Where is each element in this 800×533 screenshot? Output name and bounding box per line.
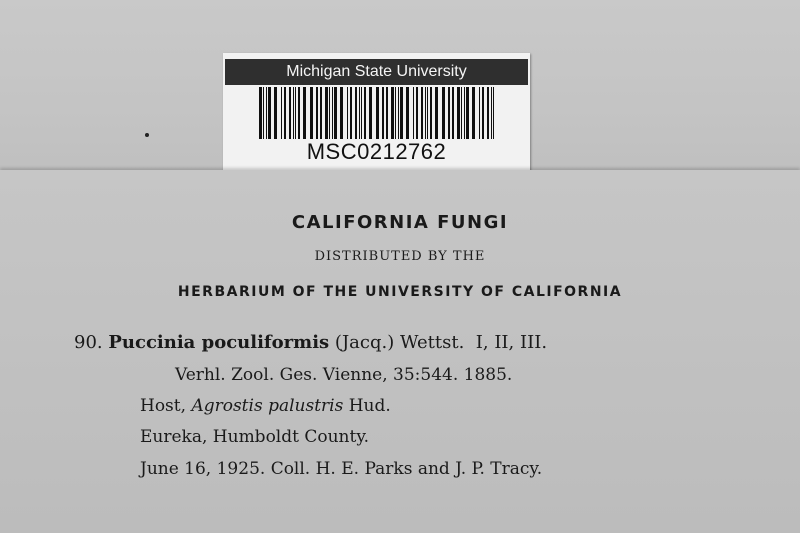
barcode-label xyxy=(223,53,530,171)
distributed-by: DISTRIBUTED BY THE xyxy=(314,249,486,264)
host-species: Agrostis palustris xyxy=(191,396,344,416)
institution-name: Michigan State University xyxy=(225,59,528,85)
host-prefix: Host, xyxy=(140,396,187,416)
host-line xyxy=(140,396,391,416)
collection-info: June 16, 1925. Coll. H. E. Parks and J. P. Tracy. xyxy=(140,459,543,479)
species-authority: (Jacq.) Wettst. xyxy=(334,332,465,353)
species-name: Puccinia poculiformis xyxy=(108,332,330,353)
barcode-image xyxy=(259,87,499,139)
entry-number: 90. xyxy=(74,332,103,353)
locality: Eureka, Humboldt County. xyxy=(140,427,370,447)
literature-reference: Verhl. Zool. Ges. Vienne, 35:544. 1885. xyxy=(175,365,513,385)
spore-stages: I, II, III. xyxy=(475,332,548,353)
paper-speck xyxy=(145,133,149,137)
specimen-label xyxy=(0,170,800,533)
label-title: CALIFORNIA FUNGI xyxy=(291,212,509,233)
barcode-number: MSC0212762 xyxy=(306,139,447,164)
herbarium-name: HERBARIUM OF THE UNIVERSITY OF CALIFORNIA xyxy=(177,284,623,300)
host-authority: Hud. xyxy=(348,396,391,416)
specimen-entry xyxy=(74,332,547,353)
